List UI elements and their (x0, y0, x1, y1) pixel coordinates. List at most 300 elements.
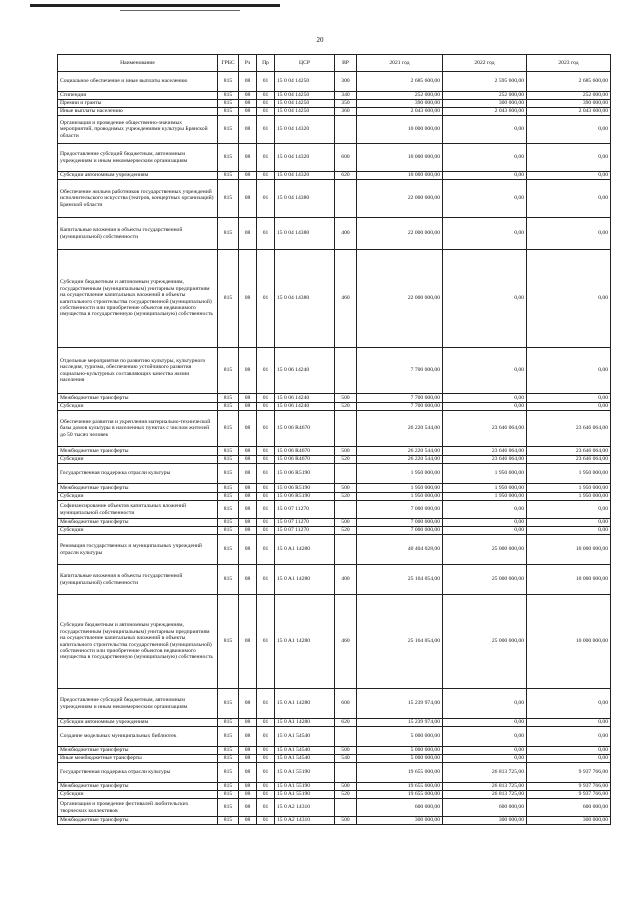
row-csr: 15 0 04 14380 (275, 250, 335, 348)
row-amount-2023: 0,00 (527, 394, 611, 403)
row-csr: 15 0 A1 14280 (275, 719, 335, 727)
row-amount-2023: 252 000,00 (527, 92, 611, 100)
table-row (58, 527, 611, 535)
row-amount-2022: 0,00 (443, 689, 527, 719)
row-rz: 08 (239, 172, 257, 180)
header-pr: Пр (257, 55, 275, 72)
row-name: Премии и гранты (58, 100, 218, 108)
table-row (58, 100, 611, 108)
row-grbs: 815 (218, 565, 239, 595)
row-csr: 15 0 06 R4670 (275, 456, 335, 464)
row-grbs: 815 (218, 116, 239, 144)
row-vr: 520 (335, 493, 357, 501)
row-csr: 15 0 07 11270 (275, 519, 335, 527)
row-rz: 08 (239, 403, 257, 411)
row-name: Субсидии (58, 493, 218, 501)
table-row (58, 144, 611, 172)
row-amount-2023: 2 043 600,00 (527, 108, 611, 116)
row-amount-2023: 0,00 (527, 527, 611, 535)
row-rz: 08 (239, 456, 257, 464)
row-pr: 01 (257, 595, 275, 689)
row-amount-2023: 9 937 766,00 (527, 791, 611, 799)
row-rz: 08 (239, 727, 257, 747)
row-csr: 15 0 06 R4670 (275, 411, 335, 447)
table-row (58, 799, 611, 817)
row-vr (335, 464, 357, 484)
row-vr (335, 411, 357, 447)
table-row (58, 719, 611, 727)
table-row (58, 348, 611, 394)
row-pr: 01 (257, 92, 275, 100)
row-csr: 15 0 A1 54540 (275, 747, 335, 755)
row-pr: 01 (257, 464, 275, 484)
row-name: Субсидии автономным учреждениям (58, 172, 218, 180)
row-amount-2022: 23 646 064,00 (443, 447, 527, 456)
row-pr: 01 (257, 763, 275, 783)
row-vr: 400 (335, 218, 357, 250)
row-vr: 520 (335, 527, 357, 535)
row-rz: 08 (239, 218, 257, 250)
header-csr: ЦСР (275, 55, 335, 72)
row-grbs: 815 (218, 727, 239, 747)
row-csr: 15 0 04 14250 (275, 92, 335, 100)
row-amount-2021: 7 000 000,00 (357, 527, 443, 535)
row-amount-2021: 25 164 054,00 (357, 595, 443, 689)
row-vr (335, 799, 357, 817)
row-csr: 15 0 04 14320 (275, 172, 335, 180)
row-amount-2021: 1 950 000,00 (357, 464, 443, 484)
row-rz: 08 (239, 484, 257, 493)
row-pr: 01 (257, 817, 275, 825)
row-grbs: 815 (218, 747, 239, 755)
row-amount-2021: 7 700 000,00 (357, 348, 443, 394)
row-vr: 340 (335, 92, 357, 100)
row-amount-2023: 10 000 000,00 (527, 565, 611, 595)
table-row (58, 464, 611, 484)
row-grbs: 815 (218, 464, 239, 484)
row-pr: 01 (257, 501, 275, 519)
table-row (58, 180, 611, 218)
table-row (58, 501, 611, 519)
row-amount-2023: 0,00 (527, 755, 611, 763)
row-amount-2023: 0,00 (527, 172, 611, 180)
row-csr: 15 0 06 14240 (275, 394, 335, 403)
row-name: Государственная поддержка отрасли культуры (58, 464, 218, 484)
row-name: Отдельные мероприятия по развитию культуры, культурного наследия, туризма, обеспечению устойчивого развития социально-культурных составляющих качества жизни населения (58, 348, 218, 394)
row-csr: 15 0 A1 55190 (275, 791, 335, 799)
row-amount-2021: 1 950 000,00 (357, 484, 443, 493)
row-vr: 500 (335, 519, 357, 527)
row-pr: 01 (257, 72, 275, 92)
row-rz: 08 (239, 144, 257, 172)
row-amount-2023: 300 000,00 (527, 817, 611, 825)
row-grbs: 815 (218, 527, 239, 535)
table-row (58, 394, 611, 403)
row-grbs: 815 (218, 595, 239, 689)
row-amount-2022: 0,00 (443, 394, 527, 403)
row-amount-2022: 2 595 600,00 (443, 72, 527, 92)
row-vr: 350 (335, 100, 357, 108)
row-grbs: 815 (218, 763, 239, 783)
row-rz: 08 (239, 755, 257, 763)
row-grbs: 815 (218, 535, 239, 565)
row-amount-2022: 1 950 000,00 (443, 493, 527, 501)
row-pr: 01 (257, 250, 275, 348)
row-csr: 15 0 A2 14310 (275, 799, 335, 817)
row-csr: 15 0 04 14320 (275, 116, 335, 144)
row-grbs: 815 (218, 501, 239, 519)
row-amount-2021: 19 655 000,00 (357, 763, 443, 783)
row-pr: 01 (257, 527, 275, 535)
row-amount-2023: 9 937 766,00 (527, 783, 611, 791)
row-name: Субсидии (58, 791, 218, 799)
row-amount-2023: 0,00 (527, 250, 611, 348)
row-pr: 01 (257, 456, 275, 464)
row-amount-2022: 0,00 (443, 519, 527, 527)
row-csr: 15 0 04 14250 (275, 108, 335, 116)
row-vr: 540 (335, 755, 357, 763)
row-vr: 500 (335, 484, 357, 493)
table-row (58, 116, 611, 144)
row-vr: 300 (335, 72, 357, 92)
row-csr: 15 0 04 14320 (275, 144, 335, 172)
row-rz: 08 (239, 501, 257, 519)
table-row (58, 747, 611, 755)
table-body (58, 72, 611, 825)
row-grbs: 815 (218, 250, 239, 348)
row-amount-2022: 0,00 (443, 747, 527, 755)
row-amount-2022: 1 950 000,00 (443, 484, 527, 493)
row-csr: 15 0 A1 55190 (275, 783, 335, 791)
row-amount-2022: 26 813 725,00 (443, 763, 527, 783)
header-grbs: ГРБС (218, 55, 239, 72)
row-vr: 400 (335, 565, 357, 595)
row-amount-2022: 25 000 000,00 (443, 565, 527, 595)
row-amount-2021: 22 000 000,00 (357, 218, 443, 250)
row-grbs: 815 (218, 403, 239, 411)
row-csr: 15 0 04 14380 (275, 218, 335, 250)
row-vr: 500 (335, 783, 357, 791)
row-vr: 500 (335, 817, 357, 825)
table-row (58, 763, 611, 783)
row-name: Предоставление субсидий бюджетным, автономным учреждениям и иным некоммерческим организациям (58, 689, 218, 719)
row-grbs: 815 (218, 519, 239, 527)
header-2022: 2022 год (443, 55, 527, 72)
row-amount-2023: 0,00 (527, 719, 611, 727)
row-amount-2021: 26 220 544,00 (357, 411, 443, 447)
row-name: Межбюджетные трансферты (58, 484, 218, 493)
row-pr: 01 (257, 484, 275, 493)
table-row (58, 172, 611, 180)
row-rz: 08 (239, 108, 257, 116)
header-2021: 2021 год (357, 55, 443, 72)
row-rz: 08 (239, 689, 257, 719)
row-grbs: 815 (218, 755, 239, 763)
row-csr: 15 0 A1 54540 (275, 755, 335, 763)
row-name: Межбюджетные трансферты (58, 747, 218, 755)
row-amount-2023: 10 000 000,00 (527, 535, 611, 565)
row-pr: 01 (257, 799, 275, 817)
row-grbs: 815 (218, 719, 239, 727)
row-name: Социальное обеспечение и иные выплаты населению (58, 72, 218, 92)
row-csr: 15 0 06 14240 (275, 348, 335, 394)
row-amount-2021: 390 000,00 (357, 100, 443, 108)
row-amount-2022: 0,00 (443, 250, 527, 348)
table-row (58, 535, 611, 565)
row-vr (335, 535, 357, 565)
row-rz: 08 (239, 464, 257, 484)
row-amount-2023: 0,00 (527, 519, 611, 527)
row-amount-2022: 23 646 064,00 (443, 411, 527, 447)
row-amount-2021: 25 164 054,00 (357, 565, 443, 595)
row-rz: 08 (239, 92, 257, 100)
row-csr: 15 0 A1 55190 (275, 763, 335, 783)
row-rz: 08 (239, 595, 257, 689)
row-amount-2023: 0,00 (527, 180, 611, 218)
row-name: Межбюджетные трансферты (58, 519, 218, 527)
row-pr: 01 (257, 348, 275, 394)
row-amount-2022: 23 646 064,00 (443, 456, 527, 464)
table-row (58, 250, 611, 348)
row-amount-2023: 1 950 000,00 (527, 493, 611, 501)
row-csr: 15 0 06 R5190 (275, 464, 335, 484)
row-vr (335, 180, 357, 218)
row-name: Субсидии бюджетным и автономным учреждениям, государственным (муниципальным) унитарным предприятиям на осуществление капитальных вложений в объекты капитального строительства государственной (муниципальной) собственности или приобретение объектов недвижимого имущества в государственную (муниципальную) собственность (58, 595, 218, 689)
row-amount-2022: 0,00 (443, 144, 527, 172)
row-name: Реновация государственных и муниципальных учреждений отрасли культуры (58, 535, 218, 565)
row-amount-2022: 25 000 000,00 (443, 595, 527, 689)
row-rz: 08 (239, 447, 257, 456)
table-row (58, 519, 611, 527)
row-pr: 01 (257, 218, 275, 250)
row-csr: 15 0 A1 14280 (275, 595, 335, 689)
row-pr: 01 (257, 747, 275, 755)
row-vr: 500 (335, 747, 357, 755)
row-name: Субсидии (58, 403, 218, 411)
row-name: Иные выплаты населению (58, 108, 218, 116)
row-amount-2023: 390 000,00 (527, 100, 611, 108)
row-name: Государственная поддержка отрасли культуры (58, 763, 218, 783)
row-amount-2023: 9 937 766,00 (527, 763, 611, 783)
row-grbs: 815 (218, 493, 239, 501)
row-amount-2021: 15 239 974,00 (357, 719, 443, 727)
row-name: Межбюджетные трансферты (58, 783, 218, 791)
row-pr: 01 (257, 411, 275, 447)
row-grbs: 815 (218, 456, 239, 464)
row-amount-2022: 0,00 (443, 403, 527, 411)
row-amount-2023: 2 685 600,00 (527, 72, 611, 92)
row-amount-2021: 7 000 000,00 (357, 519, 443, 527)
row-amount-2022: 0,00 (443, 719, 527, 727)
row-amount-2021: 26 220 544,00 (357, 447, 443, 456)
row-amount-2022: 0,00 (443, 218, 527, 250)
row-amount-2022: 0,00 (443, 755, 527, 763)
row-grbs: 815 (218, 394, 239, 403)
row-amount-2022: 0,00 (443, 527, 527, 535)
row-rz: 08 (239, 799, 257, 817)
row-amount-2021: 2 043 600,00 (357, 108, 443, 116)
row-amount-2021: 7 000 000,00 (357, 501, 443, 519)
row-csr: 15 0 07 11270 (275, 501, 335, 519)
row-vr: 460 (335, 595, 357, 689)
row-name: Капитальные вложения в объекты государственной (муниципальной) собственности (58, 218, 218, 250)
page-number: 20 (316, 36, 324, 44)
header-vr: ВР (335, 55, 357, 72)
top-rule (30, 4, 280, 7)
row-rz: 08 (239, 791, 257, 799)
row-rz: 08 (239, 527, 257, 535)
row-pr: 01 (257, 108, 275, 116)
row-vr (335, 763, 357, 783)
table-row (58, 755, 611, 763)
row-name: Субсидии (58, 456, 218, 464)
row-pr: 01 (257, 783, 275, 791)
row-rz: 08 (239, 180, 257, 218)
header-2023: 2023 год (527, 55, 611, 72)
row-rz: 08 (239, 747, 257, 755)
table-row (58, 783, 611, 791)
row-pr: 01 (257, 565, 275, 595)
row-rz: 08 (239, 565, 257, 595)
row-pr: 01 (257, 100, 275, 108)
row-pr: 01 (257, 144, 275, 172)
row-pr: 01 (257, 727, 275, 747)
row-csr: 15 0 A1 14280 (275, 689, 335, 719)
row-amount-2022: 252 000,00 (443, 92, 527, 100)
row-amount-2021: 19 655 000,00 (357, 783, 443, 791)
row-rz: 08 (239, 116, 257, 144)
row-grbs: 815 (218, 180, 239, 218)
row-grbs: 815 (218, 689, 239, 719)
row-csr: 15 0 06 R5190 (275, 493, 335, 501)
table-row (58, 689, 611, 719)
row-name: Капитальные вложения в объекты государственной (муниципальной) собственности (58, 565, 218, 595)
row-grbs: 815 (218, 100, 239, 108)
table-row (58, 791, 611, 799)
row-name: Субсидии (58, 527, 218, 535)
row-amount-2021: 10 000 000,00 (357, 172, 443, 180)
row-amount-2023: 23 646 064,00 (527, 456, 611, 464)
header-row (58, 55, 611, 72)
row-rz: 08 (239, 719, 257, 727)
row-amount-2022: 26 813 725,00 (443, 783, 527, 791)
row-pr: 01 (257, 116, 275, 144)
row-name: Субсидии бюджетным и автономным учреждениям, государственным (муниципальным) унитарным предприятиям на осуществление капитальных вложений в объекты капитального строительства государственной (муниципальной) собственности или приобретение объектов недвижимого имущества в государственную (муниципальную) собственность (58, 250, 218, 348)
row-name: Межбюджетные трансферты (58, 394, 218, 403)
row-amount-2022: 0,00 (443, 116, 527, 144)
row-vr: 520 (335, 456, 357, 464)
row-grbs: 815 (218, 92, 239, 100)
row-grbs: 815 (218, 817, 239, 825)
row-amount-2021: 7 700 000,00 (357, 403, 443, 411)
row-grbs: 815 (218, 783, 239, 791)
table-row (58, 92, 611, 100)
row-grbs: 815 (218, 447, 239, 456)
row-grbs: 815 (218, 348, 239, 394)
row-vr: 520 (335, 791, 357, 799)
row-rz: 08 (239, 763, 257, 783)
row-amount-2023: 23 646 064,00 (527, 411, 611, 447)
row-grbs: 815 (218, 72, 239, 92)
row-amount-2023: 0,00 (527, 144, 611, 172)
table-row (58, 817, 611, 825)
row-grbs: 815 (218, 484, 239, 493)
row-amount-2022: 600 000,00 (443, 799, 527, 817)
row-vr (335, 348, 357, 394)
table-row (58, 456, 611, 464)
row-amount-2022: 300 000,00 (443, 100, 527, 108)
row-amount-2021: 22 000 000,00 (357, 250, 443, 348)
row-amount-2021: 5 000 000,00 (357, 755, 443, 763)
row-amount-2021: 22 000 000,00 (357, 180, 443, 218)
row-amount-2023: 0,00 (527, 348, 611, 394)
row-rz: 08 (239, 348, 257, 394)
row-amount-2021: 252 000,00 (357, 92, 443, 100)
budget-table (57, 54, 611, 825)
row-pr: 01 (257, 519, 275, 527)
row-rz: 08 (239, 535, 257, 565)
row-amount-2022: 25 000 000,00 (443, 535, 527, 565)
row-pr: 01 (257, 689, 275, 719)
row-name: Организация и проведение общественно-значимых мероприятий, проводимых учреждениями культуры Брянской области (58, 116, 218, 144)
row-amount-2023: 1 950 000,00 (527, 484, 611, 493)
row-csr: 15 0 07 11270 (275, 527, 335, 535)
row-rz: 08 (239, 100, 257, 108)
table-row (58, 565, 611, 595)
row-name: Иные межбюджетные трансферты (58, 755, 218, 763)
row-amount-2021: 7 700 000,00 (357, 394, 443, 403)
row-pr: 01 (257, 394, 275, 403)
row-vr: 500 (335, 394, 357, 403)
row-amount-2023: 0,00 (527, 501, 611, 519)
row-name: Софинансирование объектов капитальных вложений муниципальной собственности (58, 501, 218, 519)
row-amount-2023: 1 950 000,00 (527, 464, 611, 484)
header-name: Наименование (58, 55, 218, 72)
table-row (58, 411, 611, 447)
row-vr: 500 (335, 447, 357, 456)
row-pr: 01 (257, 172, 275, 180)
row-pr: 01 (257, 719, 275, 727)
row-amount-2021: 10 000 000,00 (357, 116, 443, 144)
row-pr: 01 (257, 535, 275, 565)
row-csr: 15 0 A1 14280 (275, 535, 335, 565)
row-vr: 620 (335, 172, 357, 180)
row-amount-2021: 40 404 028,00 (357, 535, 443, 565)
row-grbs: 815 (218, 172, 239, 180)
row-pr: 01 (257, 180, 275, 218)
row-amount-2022: 0,00 (443, 501, 527, 519)
table-row (58, 72, 611, 92)
row-name: Стипендии (58, 92, 218, 100)
row-grbs: 815 (218, 799, 239, 817)
row-vr (335, 727, 357, 747)
row-csr: 15 0 04 14250 (275, 72, 335, 92)
row-vr: 600 (335, 144, 357, 172)
row-amount-2021: 1 950 000,00 (357, 493, 443, 501)
table-row (58, 447, 611, 456)
row-pr: 01 (257, 447, 275, 456)
row-csr: 15 0 06 14240 (275, 403, 335, 411)
row-amount-2023: 0,00 (527, 689, 611, 719)
row-amount-2021: 300 000,00 (357, 817, 443, 825)
row-amount-2023: 0,00 (527, 727, 611, 747)
row-amount-2022: 0,00 (443, 172, 527, 180)
row-pr: 01 (257, 791, 275, 799)
table-row (58, 403, 611, 411)
row-amount-2021: 19 655 000,00 (357, 791, 443, 799)
row-rz: 08 (239, 394, 257, 403)
row-vr: 620 (335, 719, 357, 727)
